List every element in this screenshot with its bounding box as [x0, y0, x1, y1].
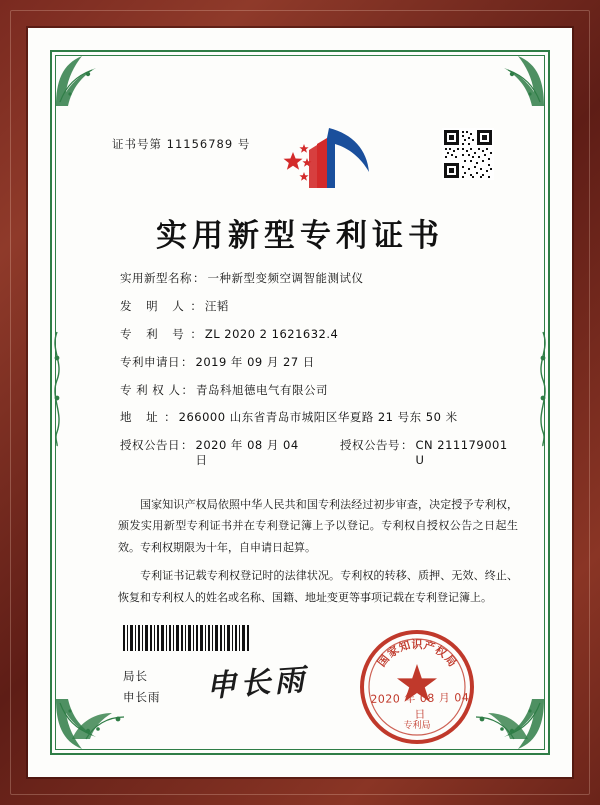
- field-value-grant-date: 2020 年 08 月 04 日: [195, 438, 299, 467]
- handwritten-signature: 申长雨: [205, 662, 310, 705]
- field-label: 专 利 权 人: [120, 382, 181, 397]
- field-colon: ：: [164, 410, 176, 425]
- signature-title: 局长: [123, 669, 148, 683]
- field-colon: ：: [190, 298, 202, 313]
- field-row-patent-number: [120, 327, 520, 341]
- field-label: 专 利 号: [120, 326, 190, 341]
- field-label-grant-number: 授权公告号: [340, 438, 400, 453]
- field-label: 专利申请日: [120, 354, 180, 369]
- field-row-inventor: [120, 299, 520, 313]
- signature-block: [123, 666, 161, 709]
- field-value: 266000 山东省青岛市城阳区华夏路 21 号东 50 米: [178, 410, 458, 425]
- page-title: 实用新型专利证书: [156, 218, 444, 254]
- cnipa-logo-icon: [283, 124, 375, 192]
- certificate-body: [118, 494, 518, 615]
- field-label: 发 明 人: [120, 298, 190, 313]
- field-colon: ：: [181, 438, 193, 453]
- field-colon: ：: [193, 271, 205, 285]
- field-label-grant-date: 授权公告日: [120, 438, 180, 453]
- field-value: 一种新型变频空调智能测试仪: [207, 271, 364, 285]
- corner-ornament-icon: [490, 52, 548, 110]
- signature-name: 申长雨: [123, 690, 161, 705]
- seal-date: 2020 年 08 月 04 日: [370, 691, 470, 722]
- svg-text:专利局: 专利局: [403, 721, 431, 731]
- field-value: 汪韬: [204, 298, 229, 313]
- field-value: 青岛科旭德电气有限公司: [195, 382, 328, 397]
- field-label: 实用新型名称: [120, 271, 192, 285]
- svg-text:权: 权: [432, 643, 449, 661]
- field-label: 地 址: [120, 410, 164, 425]
- svg-text:局: 局: [441, 652, 459, 670]
- svg-text:知: 知: [397, 638, 412, 655]
- field-colon: ：: [401, 438, 413, 453]
- side-ornament-icon: [48, 328, 66, 452]
- bottom-ornament-icon: [68, 707, 138, 747]
- svg-text:国: 国: [375, 652, 393, 670]
- field-row-utility-model-name: [120, 271, 520, 285]
- official-red-seal-icon: [358, 628, 476, 746]
- field-row-patentee: [120, 383, 520, 397]
- field-colon: ：: [181, 354, 193, 369]
- field-value: 2019 年 09 月 27 日: [195, 354, 315, 369]
- certificate-number: 证书号第 11156789 号: [112, 137, 251, 151]
- certificate-fields: [120, 271, 520, 481]
- certificate-paper: [28, 28, 572, 777]
- qr-code-icon: [442, 128, 494, 180]
- body-paragraph-2: 专利证书记载专利权登记时的法律状况。专利权的转移、质押、无效、终止、恢复和专利权人的姓名或名称、国籍、地址变更等事项记载在专利登记簿上。: [118, 569, 518, 604]
- field-row-grant-announcement: [120, 438, 520, 467]
- svg-text:家: 家: [385, 643, 402, 661]
- side-ornament-icon: [534, 328, 552, 452]
- svg-text:识: 识: [411, 638, 423, 651]
- barcode: [123, 625, 251, 651]
- corner-ornament-icon: [52, 52, 110, 110]
- svg-text:产: 产: [422, 638, 437, 655]
- field-row-application-date: [120, 355, 520, 369]
- field-value: ZL 2020 2 1621632.4: [204, 326, 339, 341]
- field-colon: ：: [190, 326, 202, 341]
- field-row-address: [120, 410, 520, 424]
- body-paragraph-1: 国家知识产权局依照中华人民共和国专利法经过初步审查，决定授予专利权，颁发实用新型专利证书并在专利登记簿上予以登记。专利权自授权公告之日起生效。专利权期限为十年，自申请日起算。: [118, 498, 518, 554]
- field-value-grant-number: CN 211179001 U: [415, 438, 508, 467]
- field-colon: ：: [181, 382, 193, 397]
